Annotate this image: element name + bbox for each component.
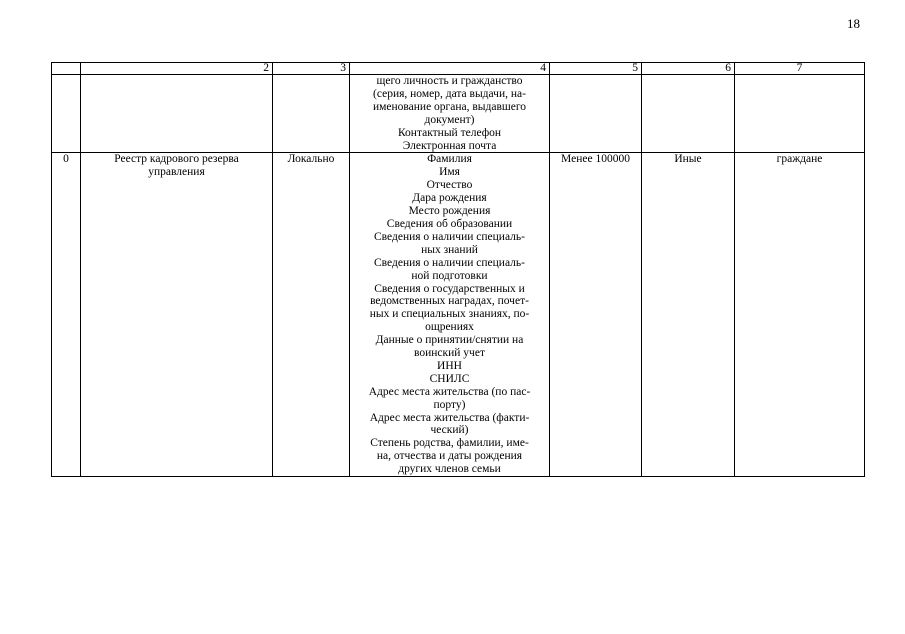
cell-line: Степень родства, фамилии, име- <box>370 437 529 450</box>
data-fields-cell <box>350 153 550 477</box>
cell-line: Имя <box>439 166 460 179</box>
continued-row <box>52 75 865 153</box>
registry-name-cell <box>81 153 273 477</box>
continued-cell-2 <box>81 75 273 153</box>
cell-line: Отчество <box>426 179 473 192</box>
cell-line: ных и специальных знаниях, по- <box>369 308 530 321</box>
continued-cell-7 <box>735 75 865 153</box>
page-number: 18 <box>847 16 860 31</box>
cell-line: на, отчества и даты рождения <box>376 450 523 463</box>
column-header-4: 4 <box>350 63 550 75</box>
column-header-row <box>52 63 865 75</box>
column-header-1 <box>52 63 81 75</box>
continued-cell-6 <box>642 75 735 153</box>
cell-line: управления <box>148 166 205 179</box>
cell-line: Электронная почта <box>402 139 497 152</box>
cell-line: Место рождения <box>408 205 491 218</box>
column-header-2: 2 <box>81 63 273 75</box>
cell-line: Адрес места жительства (факти- <box>369 411 530 424</box>
cell-line: других членов семьи <box>398 463 501 476</box>
cell-line: Данные о принятии/снятии на <box>375 334 524 347</box>
cell-line: Реестр кадрового резерва <box>114 153 239 166</box>
cell-line: порту) <box>433 398 466 411</box>
record-count-cell: Менее 100000 <box>550 153 642 477</box>
cell-line: Адрес места жительства (по пас- <box>368 385 531 398</box>
continued-cell-3 <box>273 75 350 153</box>
cell-line: Сведения об образовании <box>386 217 513 230</box>
cell-line: ческий) <box>430 424 469 437</box>
cell-line: Сведения о наличии специаль- <box>374 230 525 243</box>
cell-line: воинский учет <box>414 347 485 360</box>
column-header-5: 5 <box>550 63 642 75</box>
cell-line: Сведения о наличии специаль- <box>374 256 525 269</box>
registry-row <box>52 153 865 477</box>
cell-line: Сведения о государственных и <box>374 282 525 295</box>
cell-line: документ) <box>424 113 475 126</box>
cell-line: Дара рождения <box>412 192 487 205</box>
cell-line: ощрениях <box>425 321 474 334</box>
cell-line: ИНН <box>437 359 462 372</box>
continued-cell-4 <box>350 75 550 153</box>
row-number: 0 <box>52 153 81 477</box>
column-header-6: 6 <box>642 63 735 75</box>
category-cell: Иные <box>642 153 735 477</box>
cell-line: Контактный телефон <box>397 126 502 139</box>
cell-line: щего личность и гражданство <box>376 75 523 87</box>
cell-line: СНИЛС <box>429 372 470 385</box>
cell-line: ных знаний <box>421 243 478 256</box>
subjects-cell: граждане <box>735 153 865 477</box>
continued-cell-5 <box>550 75 642 153</box>
continued-cell-1 <box>52 75 81 153</box>
cell-line: Фамилия <box>427 153 472 166</box>
column-header-7: 7 <box>735 63 865 75</box>
cell-line: (серия, номер, дата выдачи, на- <box>373 87 526 100</box>
storage-location-cell: Локально <box>273 153 350 477</box>
registry-table <box>51 62 865 477</box>
cell-line: ной подготовки <box>411 269 488 282</box>
column-header-3: 3 <box>273 63 350 75</box>
cell-line: именование органа, выдавшего <box>372 100 527 113</box>
cell-line: ведомственных наградах, почет- <box>370 295 529 308</box>
